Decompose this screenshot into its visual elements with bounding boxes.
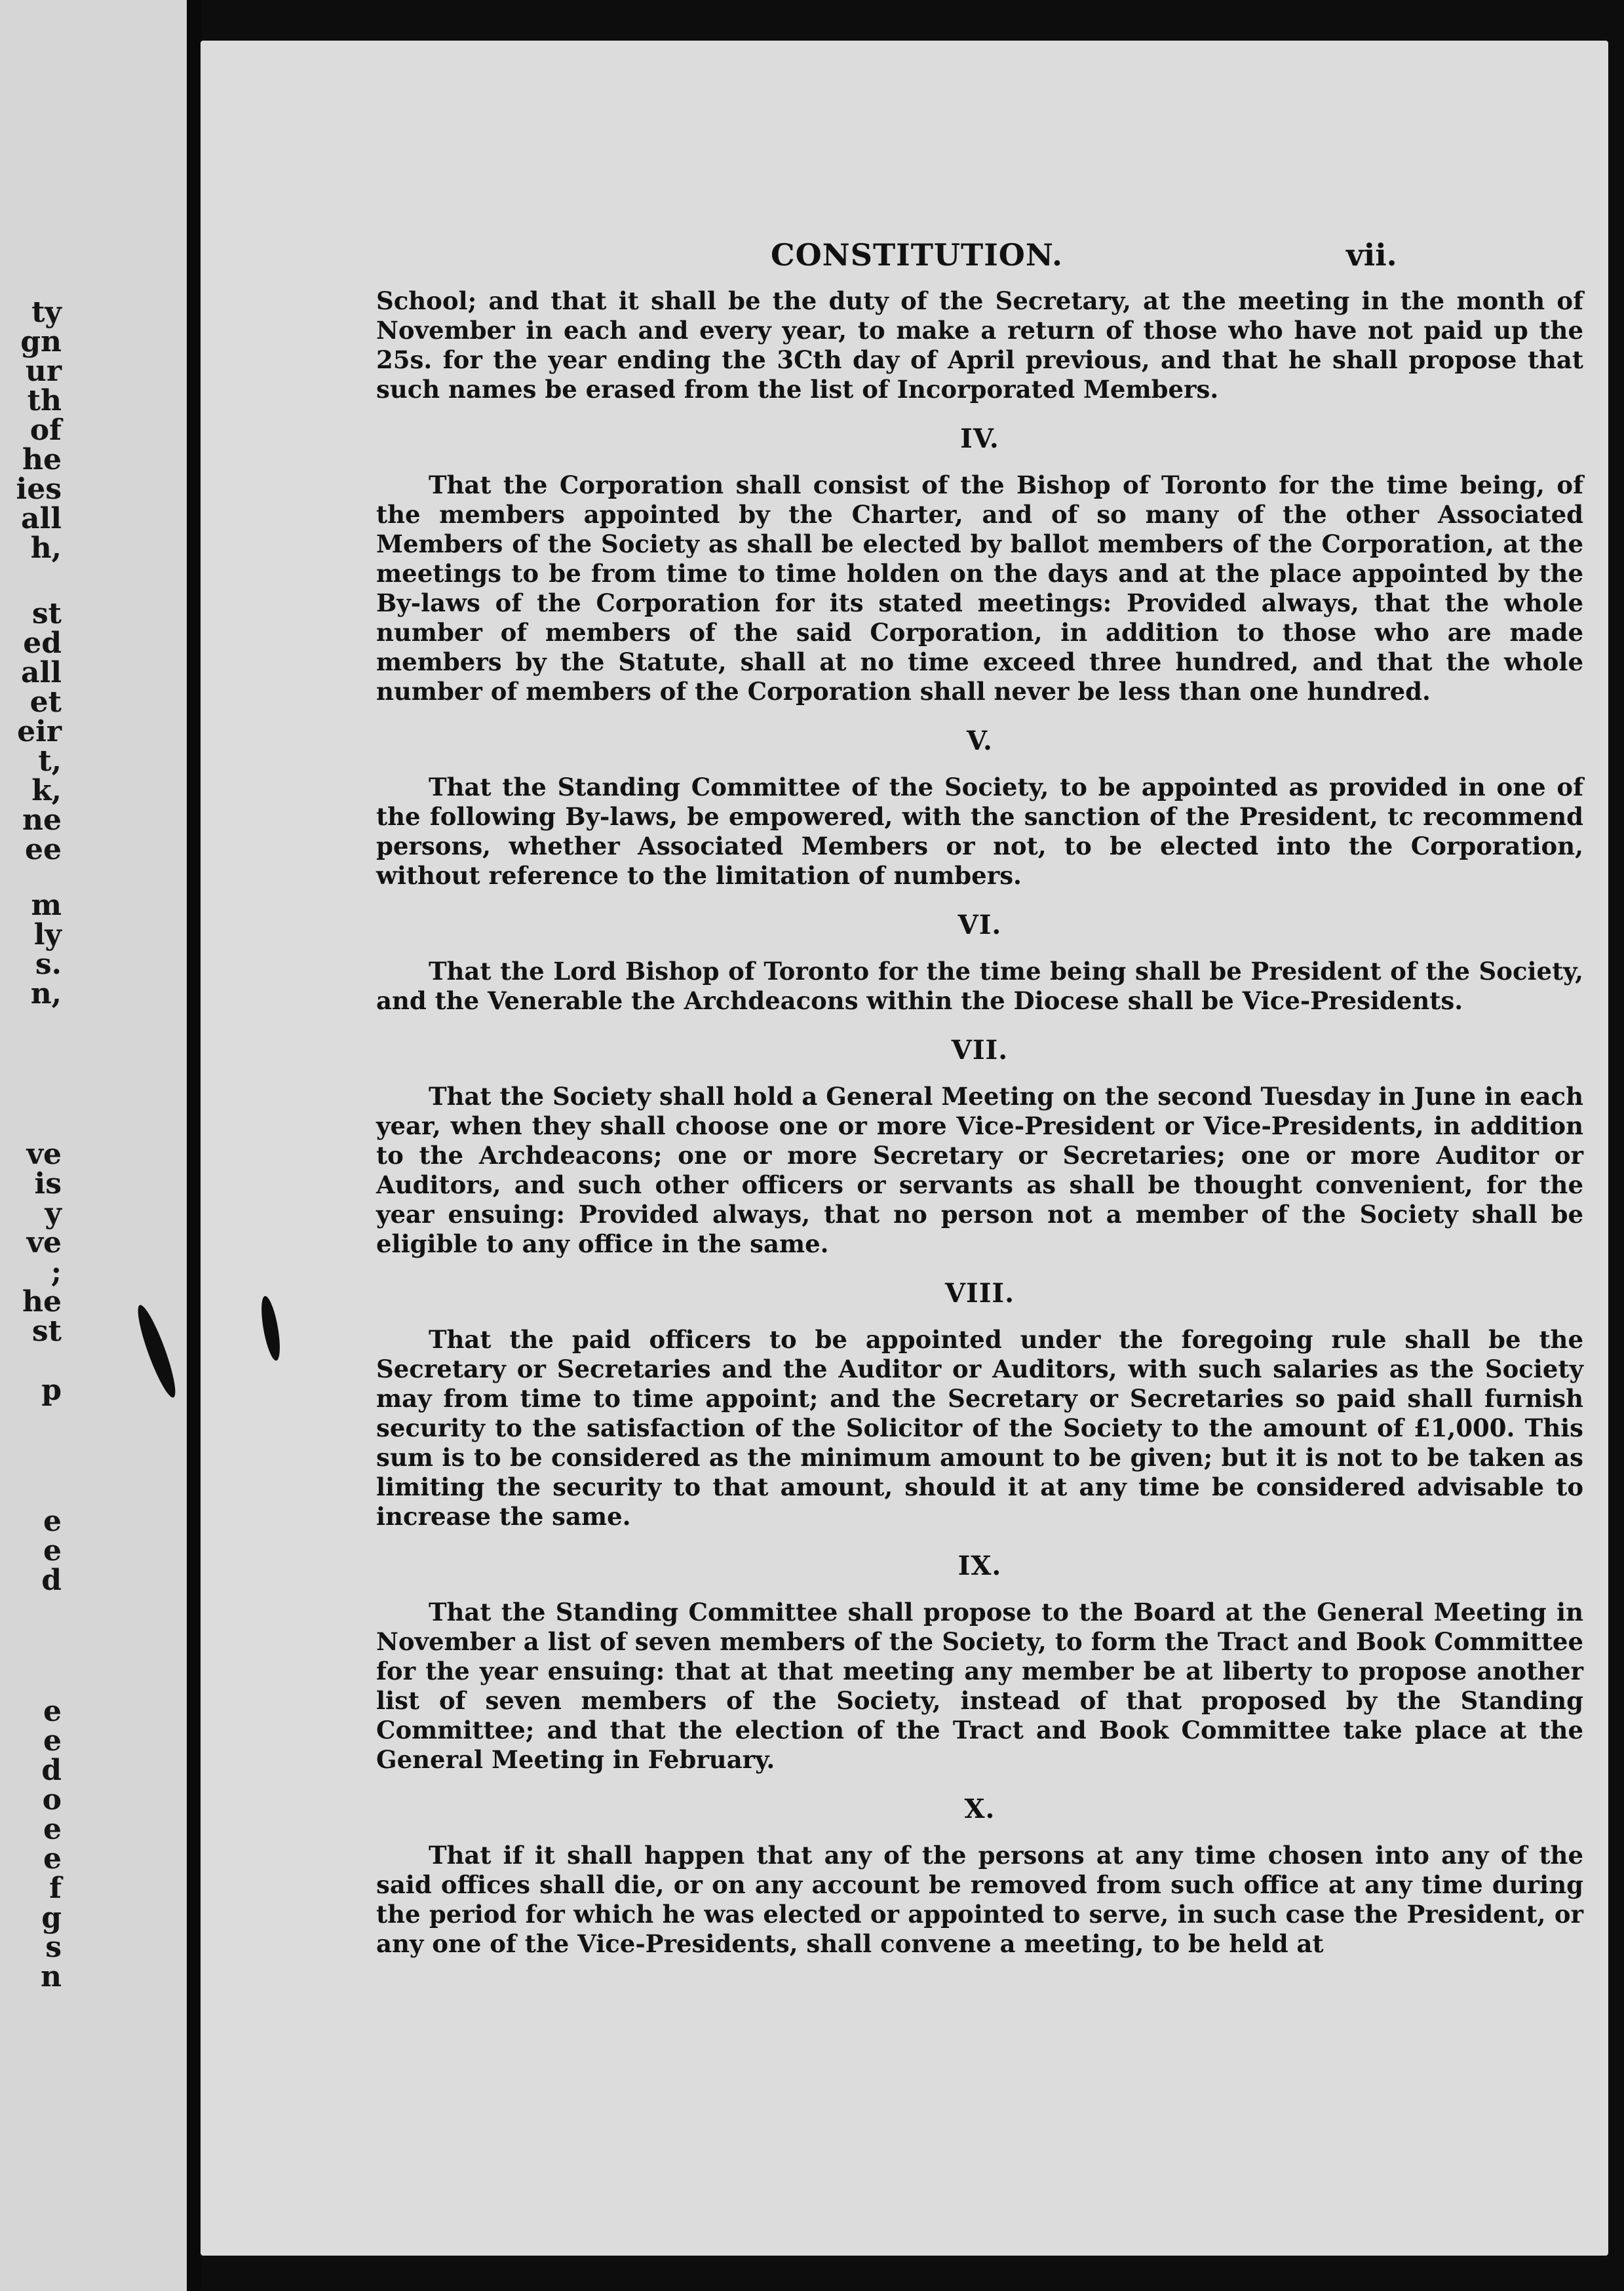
book-gutter <box>187 0 201 2291</box>
constitution-text <box>376 286 1583 1959</box>
left-page-fragment: d <box>41 1754 62 1787</box>
left-page-fragment: o <box>42 1783 62 1817</box>
left-page-fragment: he <box>22 443 62 476</box>
left-page-fragment: he <box>22 1285 62 1319</box>
left-page-fragment: ies <box>16 472 62 506</box>
left-page-fragment: f <box>49 1872 62 1905</box>
left-page-fragment: eir <box>17 715 62 748</box>
ink-smudge-mark <box>258 1295 283 1362</box>
left-page-fragment: s <box>45 1931 62 1964</box>
left-page-fragment: m <box>31 889 62 922</box>
left-page-fragment: e <box>43 1842 62 1876</box>
left-page-fragment: et <box>29 685 62 719</box>
left-page-fragment: ty <box>31 296 62 329</box>
section-v-text: That the Standing Committee of the Society, to be appointed as provided in one of the following By-laws, be empowered, with the sanction of the President, tc recommend persons, whether Associated Members or not, to be elected into the Corporation, without reference to the limitation of numbers. <box>376 773 1583 890</box>
page-number: vii. <box>1346 237 1397 273</box>
left-page-fragment: t, <box>38 744 62 778</box>
left-page-fragment: th <box>27 384 62 417</box>
left-page-fragment: ur <box>25 355 62 388</box>
section-heading-v: V. <box>967 725 993 756</box>
left-page-fragment: e <box>43 1534 62 1568</box>
left-page-fragment: ly <box>33 918 62 952</box>
left-page-fragment: g <box>41 1901 62 1935</box>
previous-page-edge <box>0 0 187 2291</box>
left-page-fragment: e <box>43 1813 62 1846</box>
left-page-fragment: ee <box>25 833 62 866</box>
left-page-fragment: ve <box>26 1226 62 1260</box>
left-page-fragment: ne <box>22 803 62 837</box>
left-page-fragment: n, <box>30 977 62 1011</box>
left-page-fragment: e <box>43 1695 62 1728</box>
section-heading-vii: VII. <box>951 1035 1009 1066</box>
section-vii-text: That the Society shall hold a General Meeting on the second Tuesday in June in each year, when they shall choose one or more Vice-President or Vice-Presidents, in addition to the Archdeacons; one or more Secretary or Secretaries; one or more Auditor or Auditors, and such other officers or servants as shall be thought convenient, for the year ensuing: Provided always, that no person not a member of the Society shall be eligible to any office in the same. <box>376 1082 1583 1258</box>
running-title: CONSTITUTION. <box>771 237 1063 273</box>
section-ix-text: That the Standing Committee shall propose to the Board at the General Meeting in November a list of seven members of the Society, to form the Tract and Book Committee for the year ensuing: that at that meeting any member be at liberty to propose another list of seven members of the Society, instead of that proposed by the Standing Committee; and that the election of the Tract and Book Committee take place at the General Meeting in February. <box>376 1598 1583 1774</box>
left-page-fragment: st <box>31 597 62 630</box>
section-x-text: That if it shall happen that any of the persons at any time chosen into any of the said offices shall die, or on any account be removed from such office at any time during the period for which he was elected or appointed to serve, in such case the President, or any one of the Vice-Presidents, shall convene a meeting, to be held at <box>376 1841 1583 1958</box>
left-page-fragment: k, <box>31 774 62 807</box>
left-page-fragment: st <box>31 1315 62 1348</box>
left-page-fragment: ; <box>50 1256 62 1289</box>
section-heading-vi: VI. <box>957 910 1002 940</box>
left-page-fragment: all <box>21 502 62 535</box>
left-page-fragment: gn <box>20 325 62 358</box>
left-page-fragment: e <box>43 1724 62 1758</box>
left-page-fragment: d <box>41 1564 62 1597</box>
left-page-fragment: ed <box>23 626 62 660</box>
left-page-fragment: s. <box>35 948 62 981</box>
section-heading-ix: IX. <box>957 1550 1002 1581</box>
continuation-paragraph: School; and that it shall be the duty of the Secretary, at the meeting in the month of November in each and every year, to make a return of those who have not paid up the 25s. for the year ending the 3Cth day of April previous, and that he shall propose that such names be erased from the list of Incorporated Members. <box>376 286 1583 404</box>
left-page-fragment: y <box>45 1197 62 1230</box>
section-heading-iv: IV. <box>960 423 999 454</box>
left-page-fragment: h, <box>30 531 62 565</box>
left-page-fragment: all <box>21 656 62 689</box>
left-page-fragment: e <box>43 1505 62 1538</box>
left-page-fragment: is <box>34 1167 62 1201</box>
section-heading-x: X. <box>964 1794 996 1824</box>
left-page-fragment: p <box>41 1374 62 1407</box>
section-iv-text: That the Corporation shall consist of the Bishop of Toronto for the time being, of the members appointed by the Charter, and of so many of the other Associated Members of the Society as shall be elected by ballot members of the Corporation, at the meetings to be from time to time holden on the days and at the place appointed by the By-laws of the Corporation for its stated meetings: Provided always, that the whole number of members of the said Corporation, in addition to those who are made members by the Statute, shall at no time exceed three hundred, and that the whole number of members of the Corporation shall never be less than one hundred. <box>376 471 1583 706</box>
section-vi-text: That the Lord Bishop of Toronto for the time being shall be President of the Society, and the Venerable the Archdeacons within the Diocese shall be Vice-Presidents. <box>376 957 1583 1015</box>
document-page <box>201 41 1608 2256</box>
left-page-fragment: n <box>41 1960 62 1993</box>
left-page-fragment: of <box>29 414 62 447</box>
section-viii-text: That the paid officers to be appointed under the foregoing rule shall be the Secretary or Secretaries and the Auditor or Auditors, with such salaries as the Society may from time to time appoint; and the Secretary or Secretaries so paid shall furnish security to the satisfaction of the Solicitor of the Society to the amount of £1,000. This sum is to be considered as the minimum amount to be given; but it is not to be taken as limiting the security to that amount, should it at any time be considered advisable to increase the same. <box>376 1325 1583 1531</box>
left-page-fragment: ve <box>26 1138 62 1171</box>
section-heading-viii: VIII. <box>944 1278 1015 1309</box>
